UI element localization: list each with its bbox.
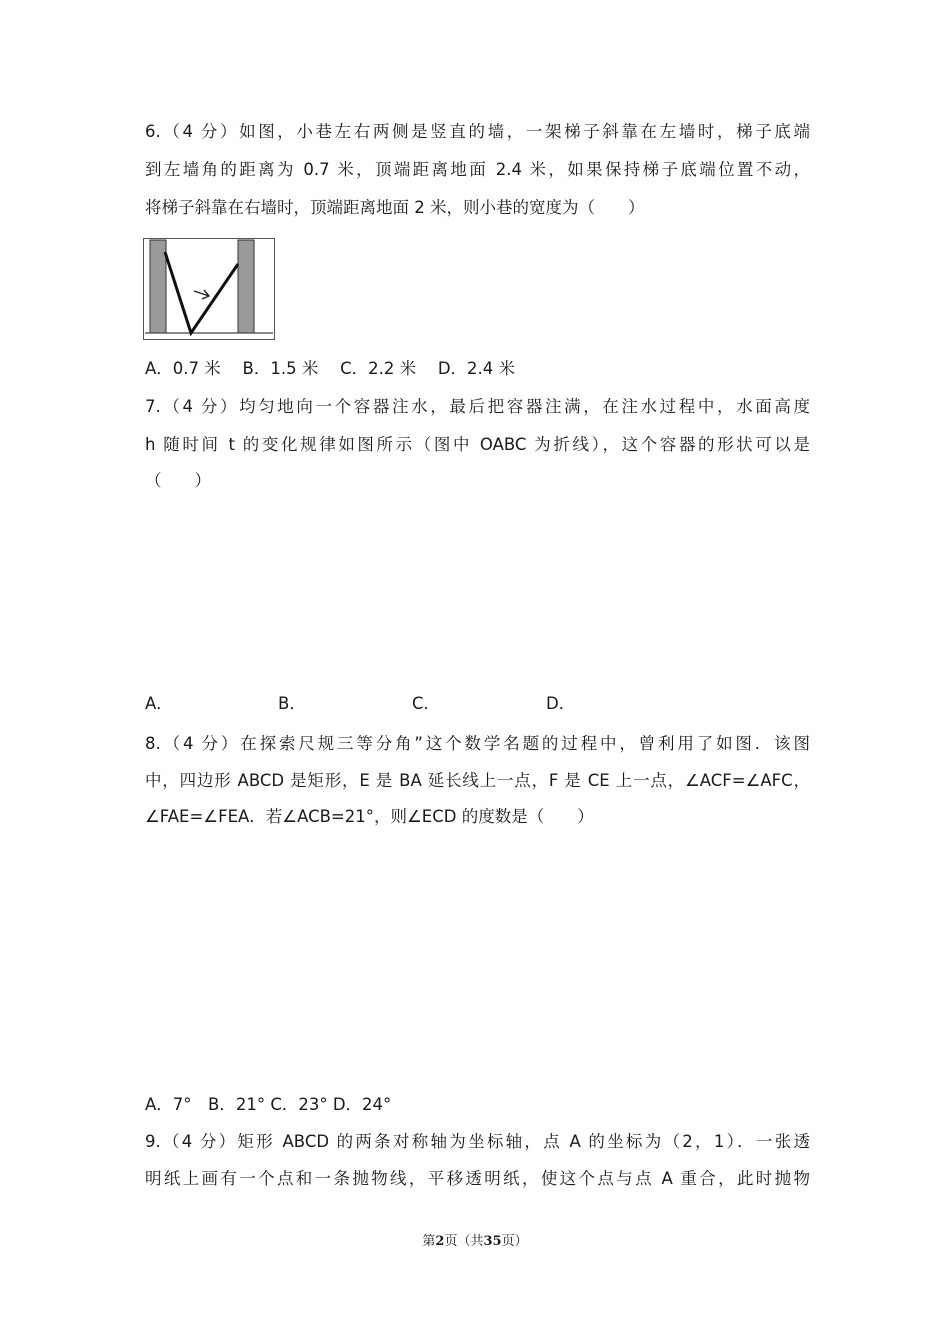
footer-mid: 页（共 [444, 1234, 484, 1249]
q7-option-a: A． [145, 694, 173, 713]
q7-line-2: h 随时间 t 的变化规律如图所示（图中 OABC 为折线），这个容器的形状可以是 [145, 435, 810, 454]
q7-line-3: （ ） [145, 471, 211, 490]
right-wall [238, 240, 254, 333]
q6-line-1: 6.（4 分）如图，小巷左右两侧是竖直的墙，一架梯子斜靠在左墙时，梯子底端 [145, 122, 810, 141]
q7-option-b: B． [278, 694, 306, 713]
q8-line-3: ∠FAE=∠FEA．若∠ACB=21°，则∠ECD 的度数是（ ） [145, 807, 594, 826]
q7-option-d: D． [546, 694, 576, 713]
left-wall [150, 240, 166, 333]
ladder-alley-figure [143, 238, 275, 340]
page-footer [0, 1230, 950, 1249]
q9-line-1: 9.（4 分）矩形 ABCD 的两条对称轴为坐标轴，点 A 的坐标为（2，1）．一张透 [145, 1132, 810, 1151]
q6-line-2: 到左墙角的距离为 0.7 米，顶端距离地面 2.4 米，如果保持梯子底端位置不动， [145, 160, 810, 179]
q7-line-1: 7.（4 分）均匀地向一个容器注水，最后把容器注满，在注水过程中，水面高度 [145, 397, 810, 416]
footer-suffix: 页） [501, 1234, 528, 1249]
q6-options: A．0.7 米 B．1.5 米 C．2.2 米 D．2.4 米 [145, 359, 516, 378]
q6-line-3: 将梯子斜靠在右墙时，顶端距离地面 2 米，则小巷的宽度为（ ） [145, 198, 645, 217]
q8-line-2: 中，四边形 ABCD 是矩形，E 是 BA 延长线上一点，F 是 CE 上一点，∠ACF=∠AFC， [145, 771, 810, 790]
q9-line-2: 明纸上画有一个点和一条抛物线，平移透明纸，使这个点与点 A 重合，此时抛物 [145, 1169, 810, 1188]
q8-options: A．7° B．21° C．23° D．24° [145, 1095, 392, 1114]
footer-page-number: 2 [435, 1234, 445, 1249]
q8-line-1: 8.（4 分）在探索尺规三等分角”这个数学名题的过程中，曾利用了如图．该图 [145, 734, 810, 753]
q7-option-c: C． [412, 694, 441, 713]
footer-total-pages: 35 [483, 1234, 502, 1249]
footer-prefix: 第 [422, 1234, 436, 1249]
